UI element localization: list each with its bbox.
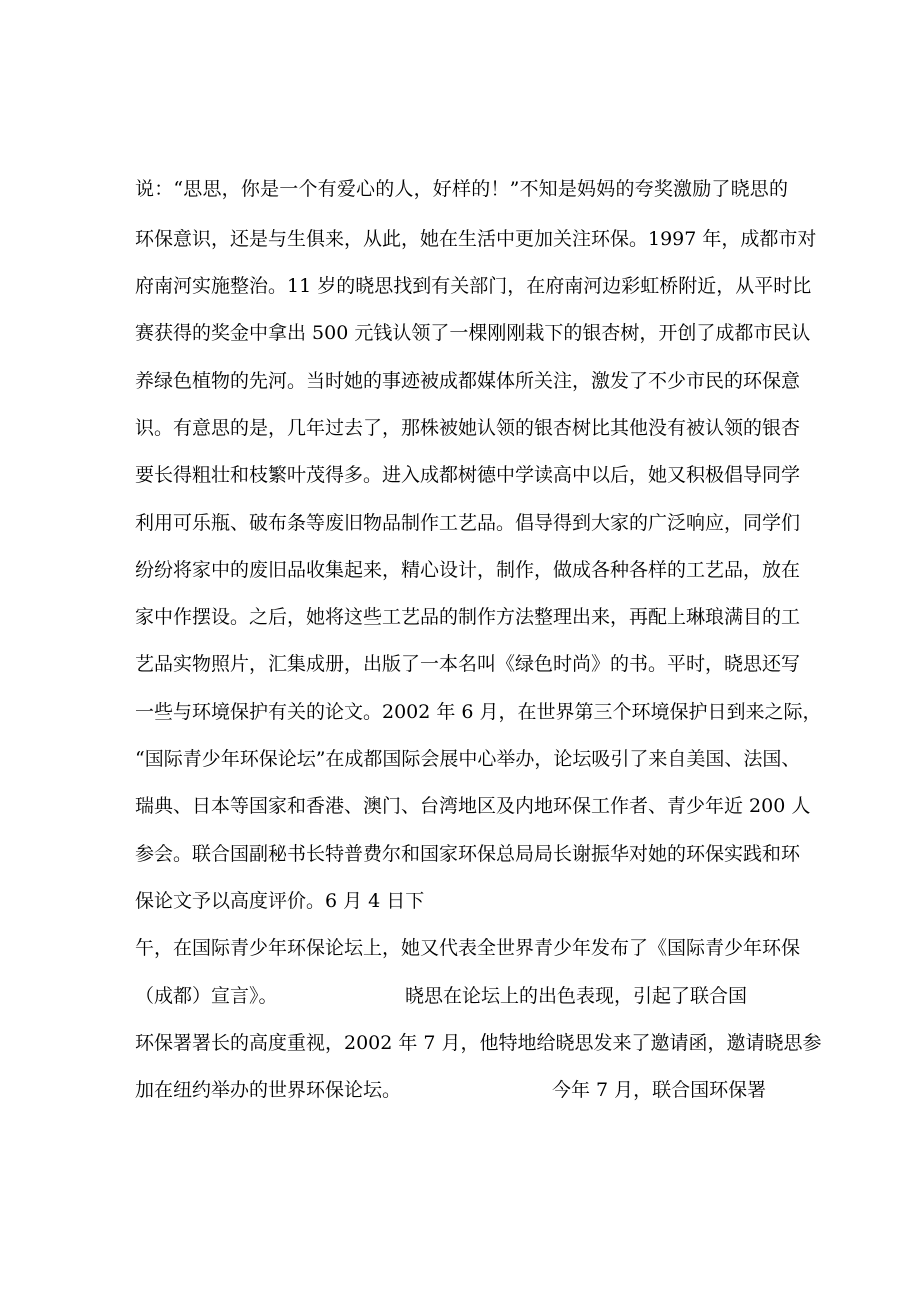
text-line: 午，在国际青少年环保论坛上，她又代表全世界青少年发布了《国际青少年环保 xyxy=(135,937,801,959)
text-line: 说：“思思，你是一个有爱心的人，好样的！”不知是妈妈的夸奖激励了晓思的 xyxy=(135,178,788,200)
text-line: 赛获得的奖金中拿出 500 元钱认领了一棵刚刚栽下的银杏树，开创了成都市民认 xyxy=(135,322,811,344)
text-line: 参会。联合国副秘书长特普费尔和国家环保总局局长谢振华对她的环保实践和环 xyxy=(135,843,801,865)
text-line: 保论文予以高度评价。6 月 4 日下 xyxy=(135,890,425,912)
text-segment: 晓思在论坛上的出色表现，引起了联合国 xyxy=(405,985,748,1007)
text-line: 环保意识，还是与生俱来，从此，她在生活中更加关注环保。1997 年，成都市对 xyxy=(135,228,817,250)
text-line: 环保署署长的高度重视，2002 年 7 月，他特地给晓思发来了邀请函，邀请晓思参 xyxy=(135,1032,822,1054)
text-line: 养绿色植物的先河。当时她的事迹被成都媒体所关注，激发了不少市民的环保意 xyxy=(135,370,801,392)
text-line: 纷纷将家中的废旧品收集起来，精心设计，制作，做成各种各样的工艺品，放在 xyxy=(135,559,801,581)
text-line: 瑞典、日本等国家和香港、澳门、台湾地区及内地环保工作者、青少年近 200 人 xyxy=(135,795,811,817)
text-line: 家中作摆设。之后，她将这些工艺品的制作方法整理出来，再配上琳琅满目的工 xyxy=(135,606,801,628)
text-line: 利用可乐瓶、破布条等废旧物品制作工艺品。倡导得到大家的广泛响应，同学们 xyxy=(135,512,801,534)
text-line: 一些与环境保护有关的论文。2002 年 6 月，在世界第三个环境保护日到来之际， xyxy=(135,701,822,723)
text-line: 艺品实物照片，汇集成册，出版了一本名叫《绿色时尚》的书。平时，晓思还写 xyxy=(135,653,801,675)
text-line: 加在纽约举办的世界环保论坛。 xyxy=(135,1079,402,1101)
text-line: 要长得粗壮和枝繁叶茂得多。进入成都树德中学读高中以后，她又积极倡导同学 xyxy=(135,464,801,486)
text-line: “国际青少年环保论坛”在成都国际会展中心举办，论坛吸引了来自美国、法国、 xyxy=(135,748,801,770)
text-line: （成都）宣言》。 xyxy=(135,985,278,1007)
text-segment: 今年 7 月，联合国环保署 xyxy=(552,1079,767,1101)
text-line: 府南河实施整治。11 岁的晓思找到有关部门，在府南河边彩虹桥附近，从平时比 xyxy=(135,275,812,297)
text-line: 识。有意思的是，几年过去了，那株被她认领的银杏树比其他没有被认领的银杏 xyxy=(135,417,801,439)
